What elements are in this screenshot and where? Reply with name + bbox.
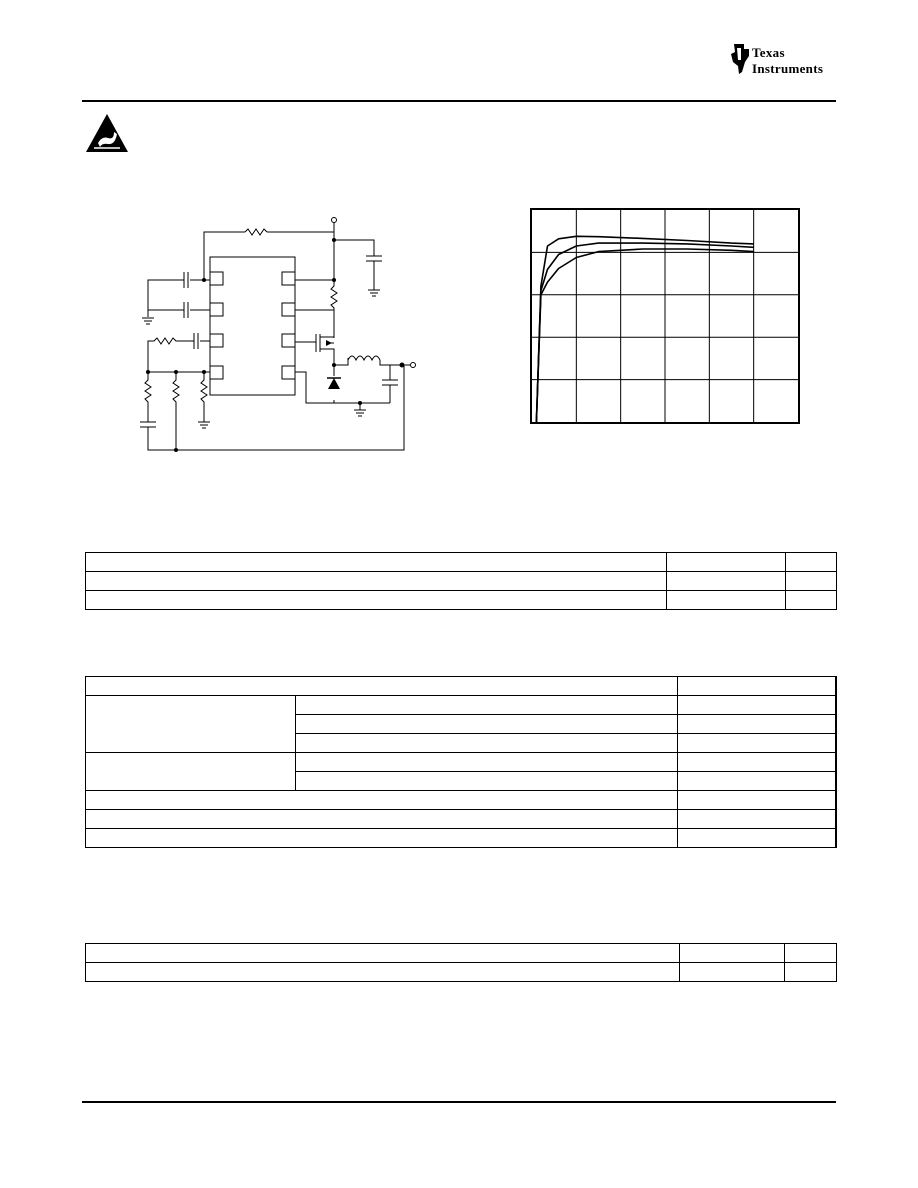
table-row bbox=[86, 696, 837, 715]
table-row bbox=[86, 810, 837, 829]
table-row bbox=[86, 791, 837, 810]
table-row bbox=[86, 944, 837, 963]
logo-line-1: Texas bbox=[752, 45, 785, 60]
esd-warning-icon bbox=[84, 112, 130, 154]
table-row bbox=[86, 572, 837, 591]
chart-series-line-2 bbox=[536, 243, 753, 422]
spec-table-3 bbox=[85, 943, 837, 982]
chart-series-line-1 bbox=[536, 236, 753, 422]
spec-table-2 bbox=[85, 676, 837, 848]
footer-rule bbox=[82, 1101, 836, 1103]
logo-line-2: Instruments bbox=[752, 61, 824, 76]
application-circuit-schematic bbox=[130, 210, 430, 460]
table-row bbox=[86, 963, 837, 982]
chart-series-line-3 bbox=[536, 249, 753, 422]
table-row bbox=[86, 753, 837, 772]
ti-logo bbox=[728, 40, 838, 80]
ti-logo-icon bbox=[728, 40, 752, 78]
table-row bbox=[86, 677, 837, 696]
table-row bbox=[86, 829, 837, 848]
table-row bbox=[86, 553, 837, 572]
header-rule bbox=[82, 100, 836, 102]
spec-table-1 bbox=[85, 552, 837, 610]
table-row bbox=[86, 591, 837, 610]
performance-chart bbox=[530, 208, 802, 426]
